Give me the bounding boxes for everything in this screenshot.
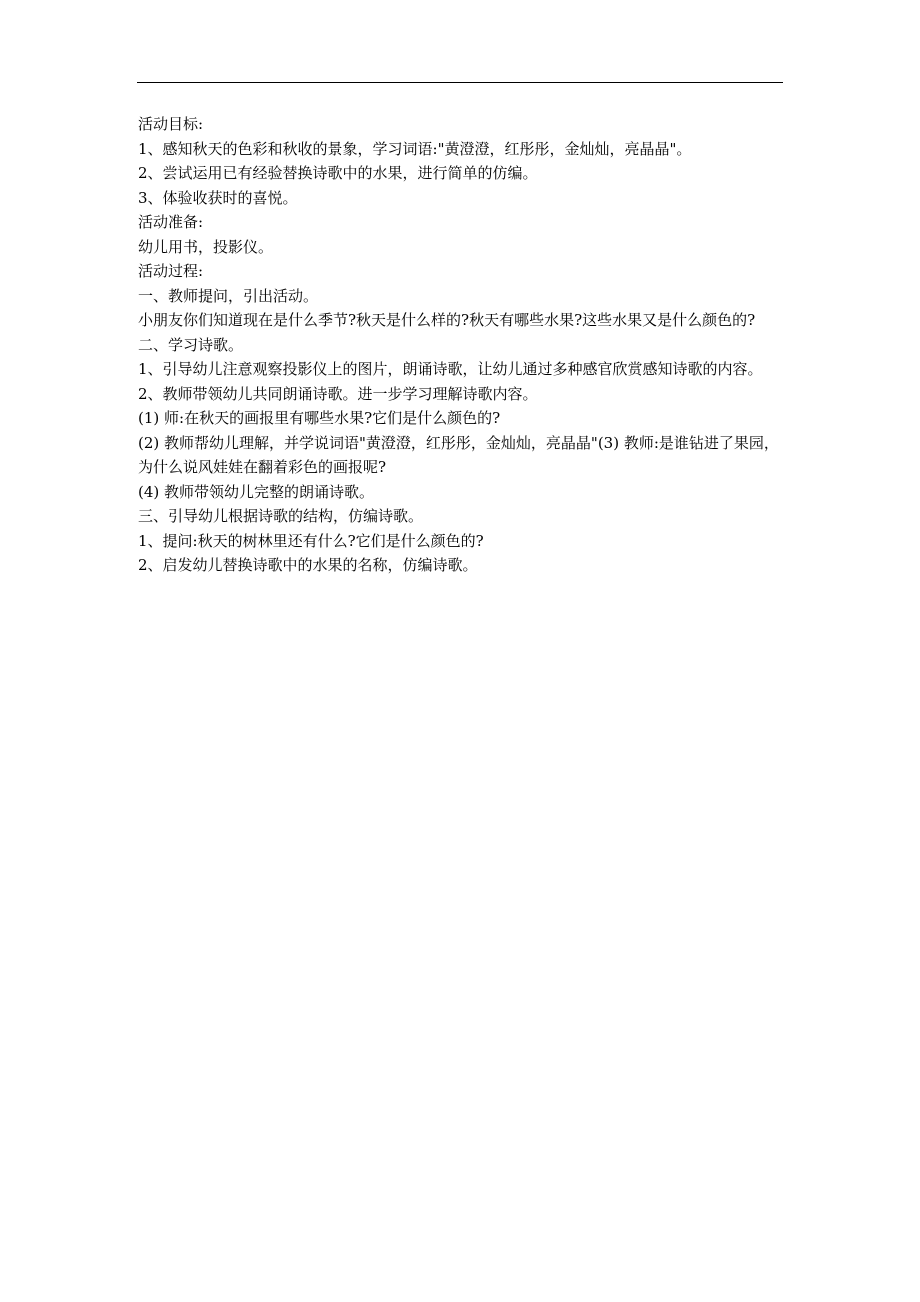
heading-goals: 活动目标: (138, 115, 204, 133)
process-step-3-item-1: 1、提问:秋天的树林里还有什么?它们是什么颜色的? (138, 531, 484, 550)
process-substep-4: (4) 教师带领幼儿完整的朗诵诗歌。 (138, 482, 375, 501)
process-step-2: 二、学习诗歌。 (138, 335, 244, 354)
document-body (138, 112, 784, 578)
process-step-2-item-2: 2、教师带领幼儿共同朗诵诗歌。进一步学习理解诗歌内容。 (138, 384, 538, 403)
process-step-1: 一、教师提问，引出活动。 (138, 286, 319, 305)
preparation-text: 幼儿用书，投影仪。 (138, 237, 274, 256)
process-step-3: 三、引导幼儿根据诗歌的结构，仿编诗歌。 (138, 507, 424, 525)
heading-process: 活动过程: (138, 262, 204, 280)
process-step-2-item-1: 1、引导幼儿注意观察投影仪上的图片，朗诵诗歌，让幼儿通过多种感官欣赏感知诗歌的内容。 (138, 360, 763, 378)
goal-item-3: 3、体验收获时的喜悦。 (138, 188, 298, 207)
header-rule (137, 82, 783, 83)
process-step-3-item-2: 2、启发幼儿替换诗歌中的水果的名称，仿编诗歌。 (138, 556, 478, 574)
heading-preparation: 活动准备: (138, 213, 204, 231)
process-substep-1: (1) 师:在秋天的画报里有哪些水果?它们是什么颜色的? (138, 409, 501, 427)
process-question: 小朋友你们知道现在是什么季节?秋天是什么样的?秋天有哪些水果?这些水果又是什么颜色的? (138, 311, 756, 329)
goal-item-1: 1、感知秋天的色彩和秋收的景象，学习词语:"黄澄澄，红彤彤，金灿灿，亮晶晶"。 (138, 139, 692, 158)
goal-item-2: 2、尝试运用已有经验替换诗歌中的水果，进行简单的仿编。 (138, 164, 538, 182)
process-substep-2-3: (2) 教师帮幼儿理解，并学说词语"黄澄澄，红彤彤，金灿灿，亮晶晶"(3) 教师:是谁钻进了果园，为什么说风娃娃在翻着彩色的画报呢? (138, 433, 779, 476)
